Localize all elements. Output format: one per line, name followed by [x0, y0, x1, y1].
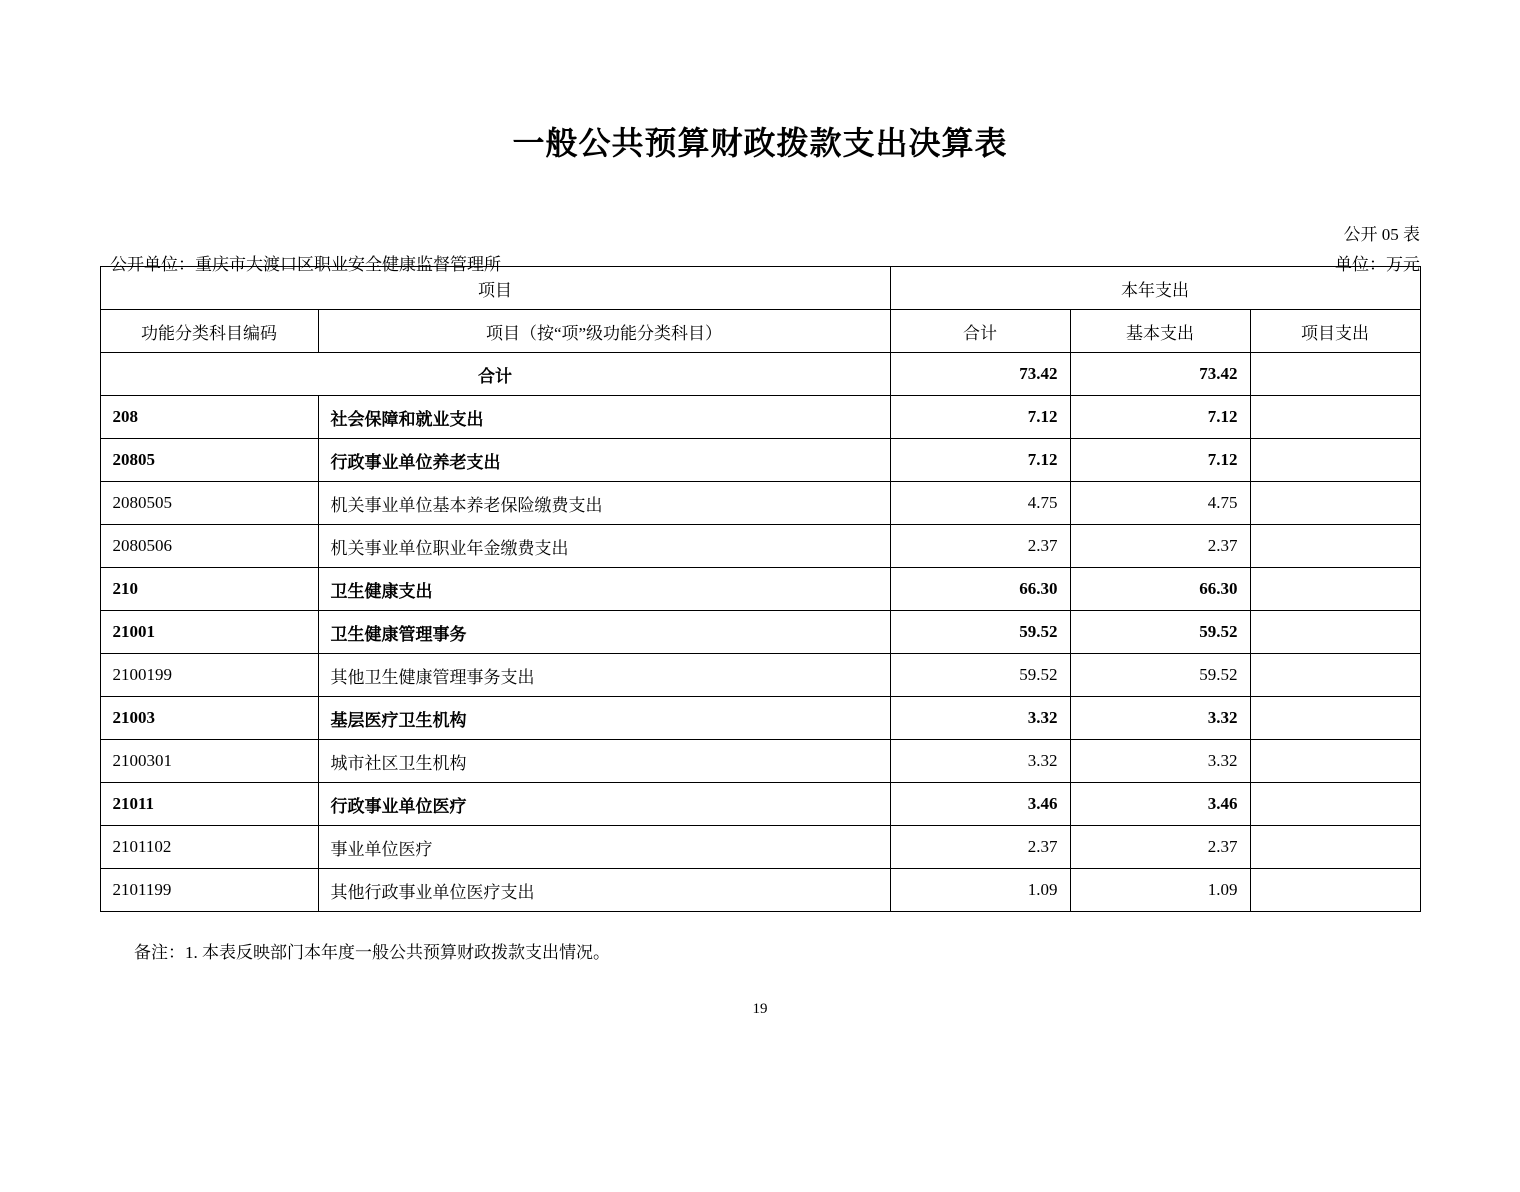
form-number: 公开 05 表: [1343, 225, 1420, 244]
document-meta: [100, 164, 1420, 274]
header-group-item: 项目: [100, 267, 890, 310]
row-basic: 3.46: [1070, 783, 1250, 826]
row-name: 行政事业单位养老支出: [318, 439, 890, 482]
table-row: [100, 654, 1420, 697]
row-code: 2101199: [100, 869, 318, 912]
row-name: 卫生健康支出: [318, 568, 890, 611]
row-total: 3.32: [890, 697, 1070, 740]
row-name: 卫生健康管理事务: [318, 611, 890, 654]
row-basic: 1.09: [1070, 869, 1250, 912]
row-project: [1250, 869, 1420, 912]
row-total: 7.12: [890, 396, 1070, 439]
row-total: 1.09: [890, 869, 1070, 912]
budget-table: [100, 266, 1421, 912]
page-title: 一般公共预算财政拨款支出决算表: [512, 125, 1008, 161]
total-row-project: [1250, 353, 1420, 396]
row-basic: 2.37: [1070, 525, 1250, 568]
table-row: [100, 611, 1420, 654]
row-code: 21003: [100, 697, 318, 740]
row-basic: 7.12: [1070, 439, 1250, 482]
row-basic: 66.30: [1070, 568, 1250, 611]
row-total: 2.37: [890, 826, 1070, 869]
row-total: 4.75: [890, 482, 1070, 525]
table-row: [100, 568, 1420, 611]
header-project: 项目支出: [1250, 310, 1420, 353]
row-project: [1250, 611, 1420, 654]
row-basic: 7.12: [1070, 396, 1250, 439]
row-code: 2100301: [100, 740, 318, 783]
row-name: 城市社区卫生机构: [318, 740, 890, 783]
row-basic: 2.37: [1070, 826, 1250, 869]
total-row-label: 合计: [100, 353, 890, 396]
total-row-basic: 73.42: [1070, 353, 1250, 396]
row-total: 7.12: [890, 439, 1070, 482]
row-project: [1250, 439, 1420, 482]
table-row: [100, 439, 1420, 482]
row-project: [1250, 654, 1420, 697]
publisher-unit: 公开单位：重庆市大渡口区职业安全健康监督管理所: [110, 255, 501, 274]
row-project: [1250, 396, 1420, 439]
table-row: [100, 869, 1420, 912]
table-row: [100, 396, 1420, 439]
row-total: 3.46: [890, 783, 1070, 826]
row-name: 社会保障和就业支出: [318, 396, 890, 439]
row-basic: 59.52: [1070, 654, 1250, 697]
row-basic: 4.75: [1070, 482, 1250, 525]
table-row: [100, 697, 1420, 740]
row-name: 机关事业单位基本养老保险缴费支出: [318, 482, 890, 525]
row-code: 20805: [100, 439, 318, 482]
header-basic: 基本支出: [1070, 310, 1250, 353]
row-project: [1250, 697, 1420, 740]
currency-unit: 单位：万元: [1335, 255, 1420, 274]
page-number: 19: [752, 1001, 768, 1017]
row-project: [1250, 482, 1420, 525]
row-name: 行政事业单位医疗: [318, 783, 890, 826]
row-basic: 3.32: [1070, 697, 1250, 740]
row-code: 208: [100, 396, 318, 439]
table-note: 备注：1. 本表反映部门本年度一般公共预算财政拨款支出情况。: [134, 943, 610, 962]
row-project: [1250, 783, 1420, 826]
row-code: 2101102: [100, 826, 318, 869]
row-basic: 59.52: [1070, 611, 1250, 654]
row-code: 2080505: [100, 482, 318, 525]
header-total: 合计: [890, 310, 1070, 353]
table-total-row: [100, 353, 1420, 396]
table-row: [100, 740, 1420, 783]
row-total: 2.37: [890, 525, 1070, 568]
row-name: 事业单位医疗: [318, 826, 890, 869]
row-name: 其他卫生健康管理事务支出: [318, 654, 890, 697]
row-code: 2080506: [100, 525, 318, 568]
row-project: [1250, 525, 1420, 568]
row-project: [1250, 826, 1420, 869]
header-name: 项目（按“项”级功能分类科目）: [318, 310, 890, 353]
table-header-row: [100, 310, 1420, 353]
row-total: 59.52: [890, 654, 1070, 697]
total-row-total: 73.42: [890, 353, 1070, 396]
row-total: 66.30: [890, 568, 1070, 611]
row-basic: 3.32: [1070, 740, 1250, 783]
row-total: 3.32: [890, 740, 1070, 783]
table-row: [100, 783, 1420, 826]
row-name: 基层医疗卫生机构: [318, 697, 890, 740]
row-project: [1250, 568, 1420, 611]
row-name: 其他行政事业单位医疗支出: [318, 869, 890, 912]
row-code: 21001: [100, 611, 318, 654]
table-row: [100, 826, 1420, 869]
row-name: 机关事业单位职业年金缴费支出: [318, 525, 890, 568]
row-code: 21011: [100, 783, 318, 826]
row-code: 2100199: [100, 654, 318, 697]
header-code: 功能分类科目编码: [100, 310, 318, 353]
table-row: [100, 482, 1420, 525]
row-code: 210: [100, 568, 318, 611]
table-row: [100, 525, 1420, 568]
row-project: [1250, 740, 1420, 783]
document-page: [0, 118, 1520, 1192]
header-group-expense: 本年支出: [890, 267, 1420, 310]
row-total: 59.52: [890, 611, 1070, 654]
